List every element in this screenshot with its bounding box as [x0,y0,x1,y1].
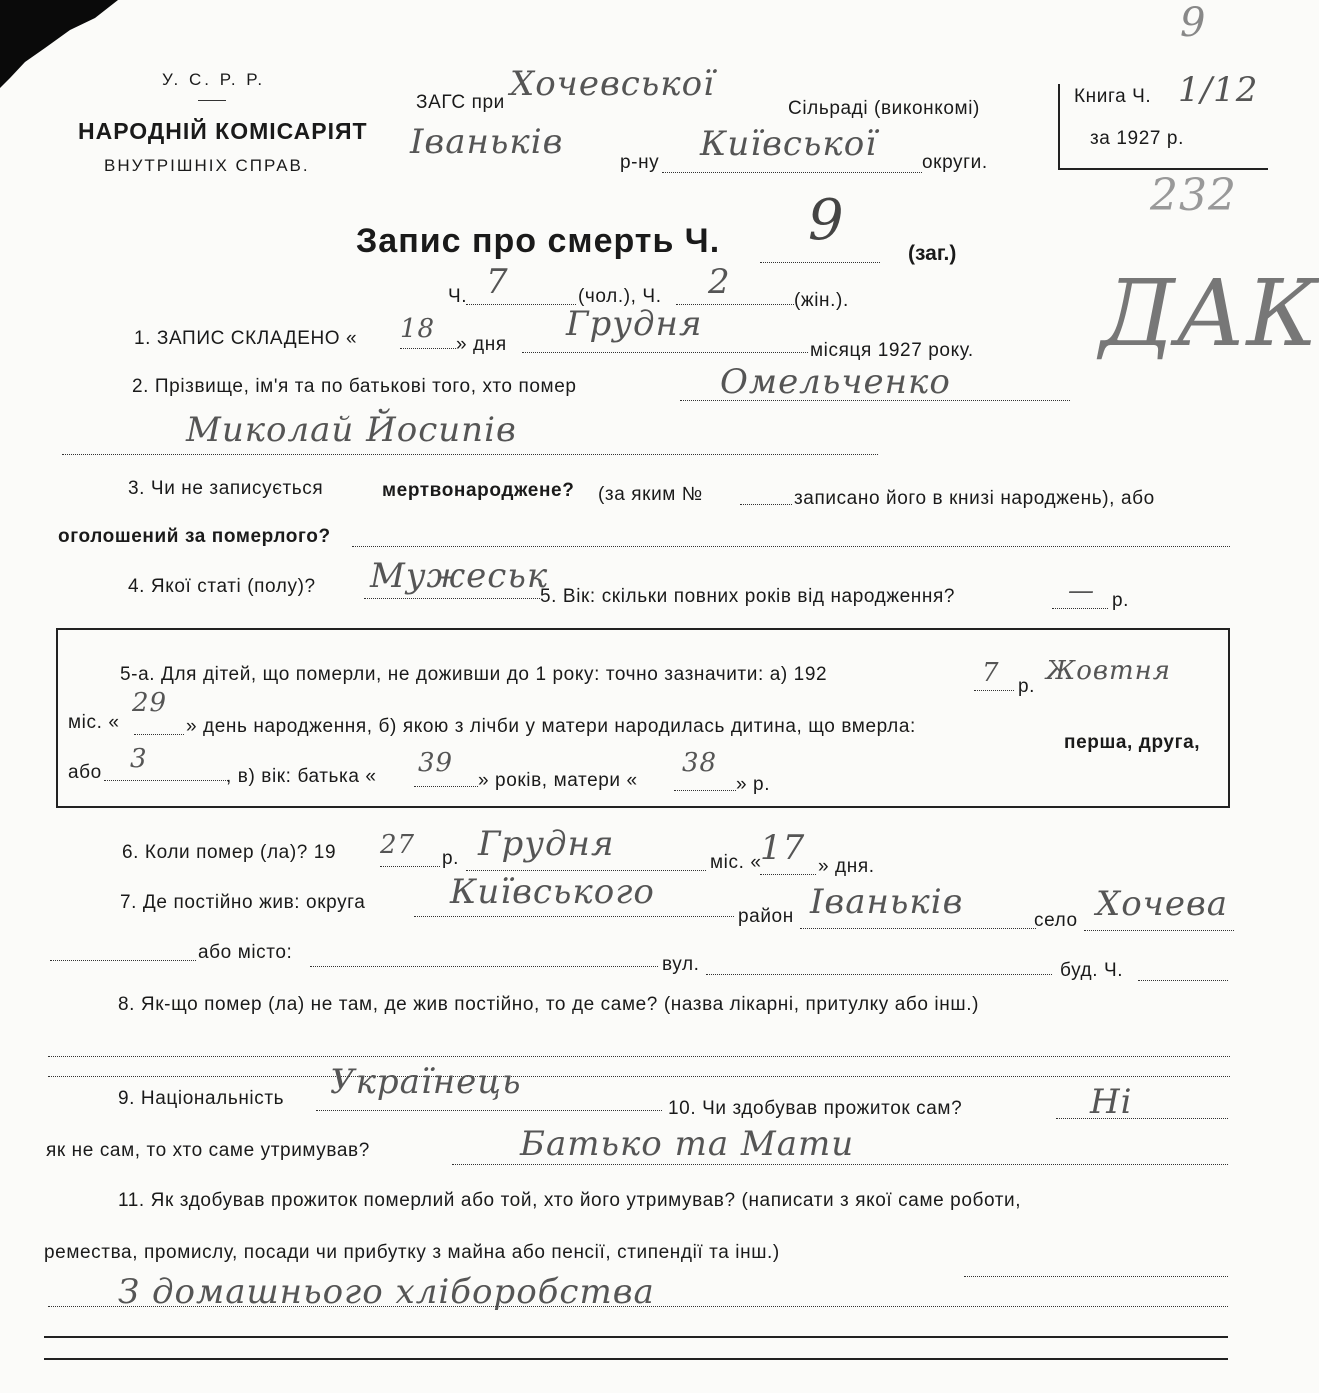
item5a-mother-unit: » р. [736,774,771,795]
item10-answer-line [1056,1118,1228,1119]
item11-label-continued: ремества, промислу, посади чи прибутку з майна або пенсії, стипендії та інш.) [44,1242,780,1263]
item3-declared-dead-line [352,546,1230,547]
item7-village-handwritten: Хочева [1096,884,1229,924]
item8-line-1 [48,1056,1230,1057]
item6-month-line [466,870,706,871]
item8-label: 8. Як-що помер (ла) не там, де жив постійно, то де саме? (назва лікарні, притулку або інш.) [118,994,979,1015]
item5a-year-handwritten: 7 [982,658,1000,688]
item5-age-unit: р. [1112,590,1130,611]
item10-label: 10. Чи здобував прожиток сам? [668,1098,963,1119]
item10-keeper-line [452,1164,1228,1165]
item5a-or-label: або [68,762,102,783]
item7-village-label: село [1034,910,1078,931]
female-count-label: (чол.), Ч. [578,286,662,307]
item7-city-line [310,966,658,967]
commissariat-title: НАРОДНІЙ КОМІСАРІЯТ [78,118,368,144]
item9-nationality-line [316,1110,662,1111]
item4-sex-line [364,598,540,599]
item9-label: 9. Національність [118,1088,285,1109]
item3-number-line [740,504,792,505]
item9-nationality-handwritten: Українець [330,1062,522,1102]
header-divider [198,100,226,101]
item4-label: 4. Якої статі (полу)? [128,576,316,597]
male-count-label: Ч. [448,286,468,307]
item5a-birth-label: » день народження, б) якою з лічби у матери народилась дитина, що вмерла: [186,716,916,737]
male-count-handwritten: 7 [486,262,509,302]
item7-rayon-line [800,928,1036,929]
item1-day-label: » дня [456,334,507,355]
item1-year-label: місяця 1927 року. [810,340,974,361]
torn-corner [0,0,120,90]
zags-label: ЗАГС при [416,92,505,113]
item7-street-line [706,974,1052,975]
item3-declared-dead-label: оголошений за померлого? [58,526,331,547]
item5a-month-handwritten: Жовтня [1046,656,1171,686]
female-label: (жін.). [794,290,849,311]
item2-label: 2. Прізвище, ім'я та по батькові того, хто помер [132,376,577,397]
silrada-label: Сільраді (виконкомі) [788,98,980,119]
item10-keeper-label: як не сам, то хто саме утримував? [46,1140,370,1161]
item11-line-2 [48,1306,1228,1307]
item6-day-handwritten: 17 [760,828,806,868]
internal-affairs-label: ВНУТРІШНІХ СПРАВ. [104,156,310,175]
corner-number-handwritten: 9 [1180,0,1207,46]
item7-house-label: буд. Ч. [1060,960,1124,981]
district-handwritten: Іваньків [410,122,564,162]
item2-name-handwritten: Миколай Йосипів [186,410,517,450]
form-bottom-rule [44,1336,1228,1338]
zags-village-handwritten: Хочевської [510,64,715,104]
item5a-mother-label: » років, матери « [478,770,638,791]
item6-year-unit: р. [442,848,460,869]
item10-answer-handwritten: Ні [1090,1082,1133,1122]
item5-age-line [1052,608,1108,609]
item5a-order-line [104,780,228,781]
item11-label: 11. Як здобував прожиток померлий або той, хто його утримував? (написати з якої саме роботи, [118,1190,1022,1211]
rayon-label: р-ну [620,152,660,173]
item7-rayon-label: район [738,906,794,927]
item3-birth-book-label: записано його в книзі народжень), або [794,488,1155,509]
item5a-day-line [134,734,184,735]
item6-month-handwritten: Грудня [478,824,615,864]
okrugy-label: округи. [922,152,988,173]
item7-village-line [1084,930,1234,931]
item7-city-label: або місто: [198,942,293,963]
record-number-line [760,262,880,263]
item1-label: 1. ЗАПИС СКЛАДЕНО « [134,328,358,349]
item5a-order-handwritten: 3 [130,744,148,774]
item3-number-label: (за яким № [598,484,703,505]
item7-okrug-line [414,916,734,917]
book-number-handwritten: 1/12 [1178,70,1259,110]
item7-label: 7. Де постійно жив: округа [120,892,366,913]
item5-age-handwritten: — [1068,576,1095,606]
item7-okrug-handwritten: Київського [450,872,655,912]
item3-stillborn-label: мертвонароджене? [382,480,575,501]
book-box-border [1058,84,1060,170]
record-title: Запис про смерть Ч. [356,222,721,260]
item5a-year-line [974,690,1014,691]
book-label: Книга Ч. [1074,86,1152,107]
item1-day-line [400,348,456,349]
item1-month-handwritten: Грудня [566,304,703,344]
item5a-mother-handwritten: 38 [682,748,718,778]
archive-number-handwritten: 232 [1150,170,1237,221]
form-bottom-rule-2 [44,1358,1228,1360]
book-year-label: за 1927 р. [1090,128,1184,149]
item1-day-handwritten: 18 [400,314,436,344]
item7-extra-line [50,960,196,961]
item5a-father-label: , в) вік: батька « [226,766,377,787]
item5a-mother-line [674,790,736,791]
item6-day-unit: » дня. [818,856,875,877]
item5a-father-line [414,786,478,787]
item7-house-line [1138,980,1228,981]
record-zag-label: (заг.) [908,242,957,265]
item10-keeper-handwritten: Батько та Мати [520,1124,855,1164]
item5a-label: 5-а. Для дітей, що померли, не доживши до 1 року: точно зазначити: а) 192 [120,664,828,685]
item8-line-2 [48,1076,1230,1077]
item5a-year-unit: р. [1018,676,1036,697]
item5a-month-label: міс. « [68,712,120,733]
item3-label: 3. Чи не записується [128,478,324,499]
record-number-handwritten: 9 [808,188,845,253]
item7-rayon-handwritten: Іваньків [810,882,964,922]
item11-line-1 [964,1276,1228,1277]
item6-label: 6. Коли помер (ла)? 19 [122,842,337,863]
item5a-day-handwritten: 29 [132,688,168,718]
item6-year-handwritten: 27 [380,830,416,860]
ussr-label: У. С. Р. Р. [162,70,266,89]
item6-year-line [380,866,440,867]
item2-surname-handwritten: Омельченко [720,362,951,402]
item6-day-line [760,874,816,875]
item1-month-line [522,352,808,353]
archive-signature: ДАК [1100,260,1319,367]
okrug-handwritten: Київської [700,124,878,164]
item6-day-label: міс. « [710,852,762,873]
item2-name-line [62,454,878,455]
item7-street-label: вул. [662,954,700,975]
okrug-line [662,172,922,173]
item5a-first-second-label: перша, друга, [1064,732,1201,753]
female-count-handwritten: 2 [708,262,731,302]
item5a-father-handwritten: 39 [418,748,454,778]
male-count-line [466,304,576,305]
item4-sex-handwritten: Мужеськ [370,556,549,596]
item11-occupation-handwritten: З домашнього хліборобства [118,1272,655,1312]
item5-age-label: 5. Вік: скільки повних років від народження? [540,586,956,607]
